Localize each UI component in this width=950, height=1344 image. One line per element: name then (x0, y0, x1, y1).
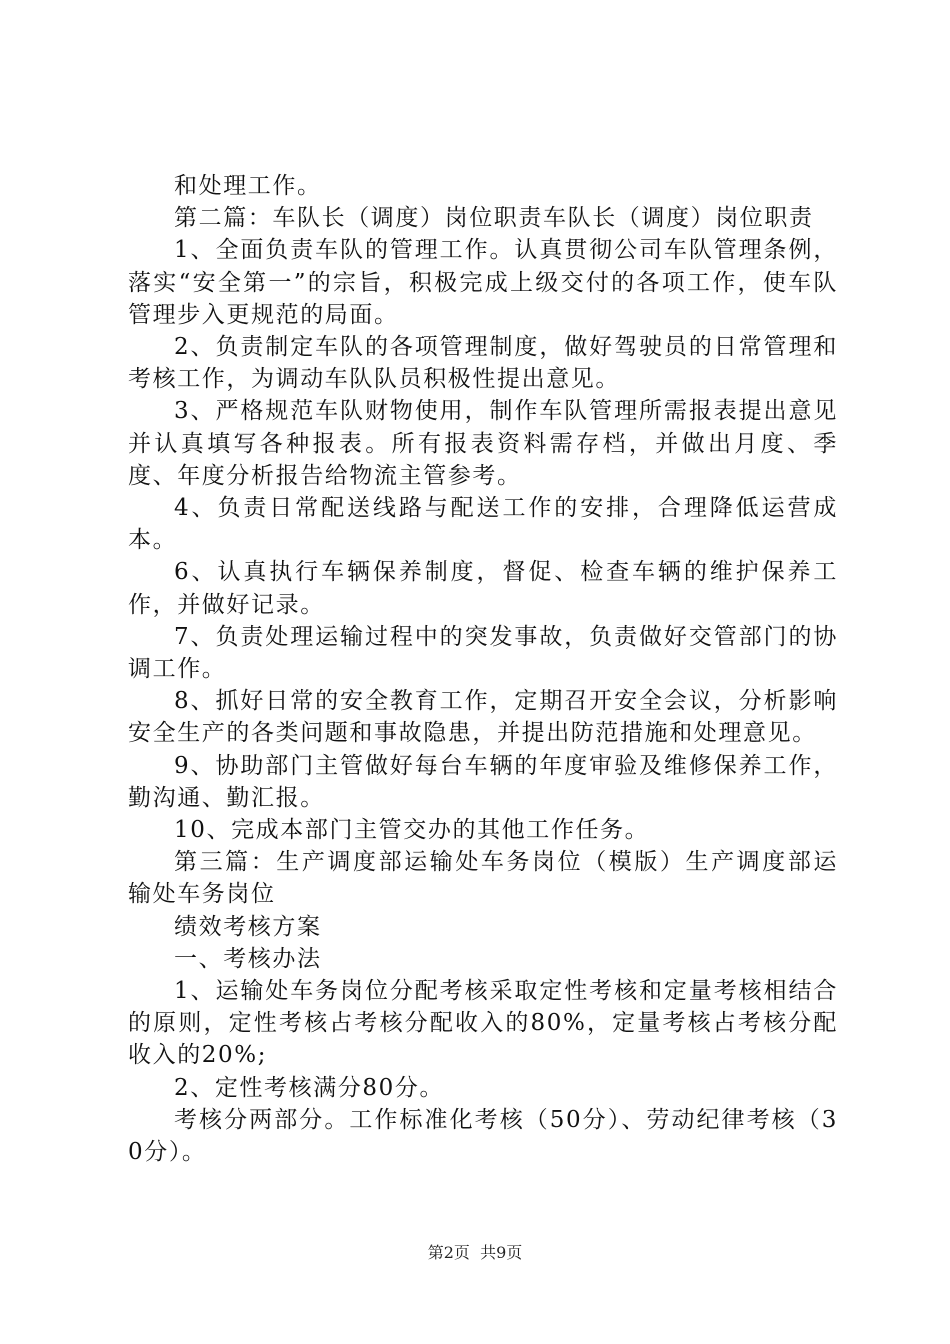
duty-item-8: 8、抓好日常的安全教育工作，定期召开安全会议，分析影响安全生产的各类问题和事故隐患，并提出防范措施和处理意见。 (128, 688, 838, 747)
duty-item-9: 9、协助部门主管做好每台车辆的年度审验及维修保养工作，勤沟通、勤汇报。 (128, 752, 838, 811)
section-heading-3: 第三篇：生产调度部运输处车务岗位（模版）生产调度部运输处车务岗位 (128, 849, 838, 908)
duty-item-4: 4、负责日常配送线路与配送工作的安排，合理降低运营成本。 (128, 495, 838, 554)
duty-item-2: 2、负责制定车队的各项管理制度，做好驾驶员的日常管理和考核工作，为调动车队队员积极性提出意见。 (128, 334, 838, 393)
subheading-method: 一、考核办法 (174, 945, 322, 972)
plan-title: 绩效考核方案 (174, 913, 322, 940)
method-item-2: 2、定性考核满分80分。 (174, 1074, 445, 1101)
method-item-1: 1、运输处车务岗位分配考核采取定性考核和定量考核相结合的原则，定性考核占考核分配收入的80%，定量考核占考核分配收入的20%; (128, 978, 838, 1069)
document-body (128, 170, 838, 1168)
page-number-label: 第2页 共9页 (427, 1243, 523, 1262)
paragraph-continuation: 和处理工作。 (174, 173, 322, 199)
duty-item-1: 1、全面负责车队的管理工作。认真贯彻公司车队管理条例，落实“安全第一”的宗旨，积极完成上级交付的各项工作，使车队管理步入更规范的局面。 (128, 237, 838, 328)
duty-item-6: 6、认真执行车辆保养制度，督促、检查车辆的维护保养工作，并做好记录。 (128, 559, 838, 618)
page-footer (0, 1242, 950, 1264)
duty-item-7: 7、负责处理运输过程中的突发事故，负责做好交管部门的协调工作。 (128, 623, 838, 683)
duty-item-3: 3、严格规范车队财物使用，制作车队管理所需报表提出意见并认真填写各种报表。所有报表资料需存档，并做出月度、季度、年度分析报告给物流主管参考。 (128, 398, 838, 489)
duty-item-10: 10、完成本部门主管交办的其他工作任务。 (174, 817, 650, 844)
section-heading-2: 第二篇：车队长（调度）岗位职责车队长（调度）岗位职责 (174, 205, 814, 232)
assessment-parts: 考核分两部分。工作标准化考核（50分）、劳动纪律考核（30分）。 (128, 1106, 838, 1166)
